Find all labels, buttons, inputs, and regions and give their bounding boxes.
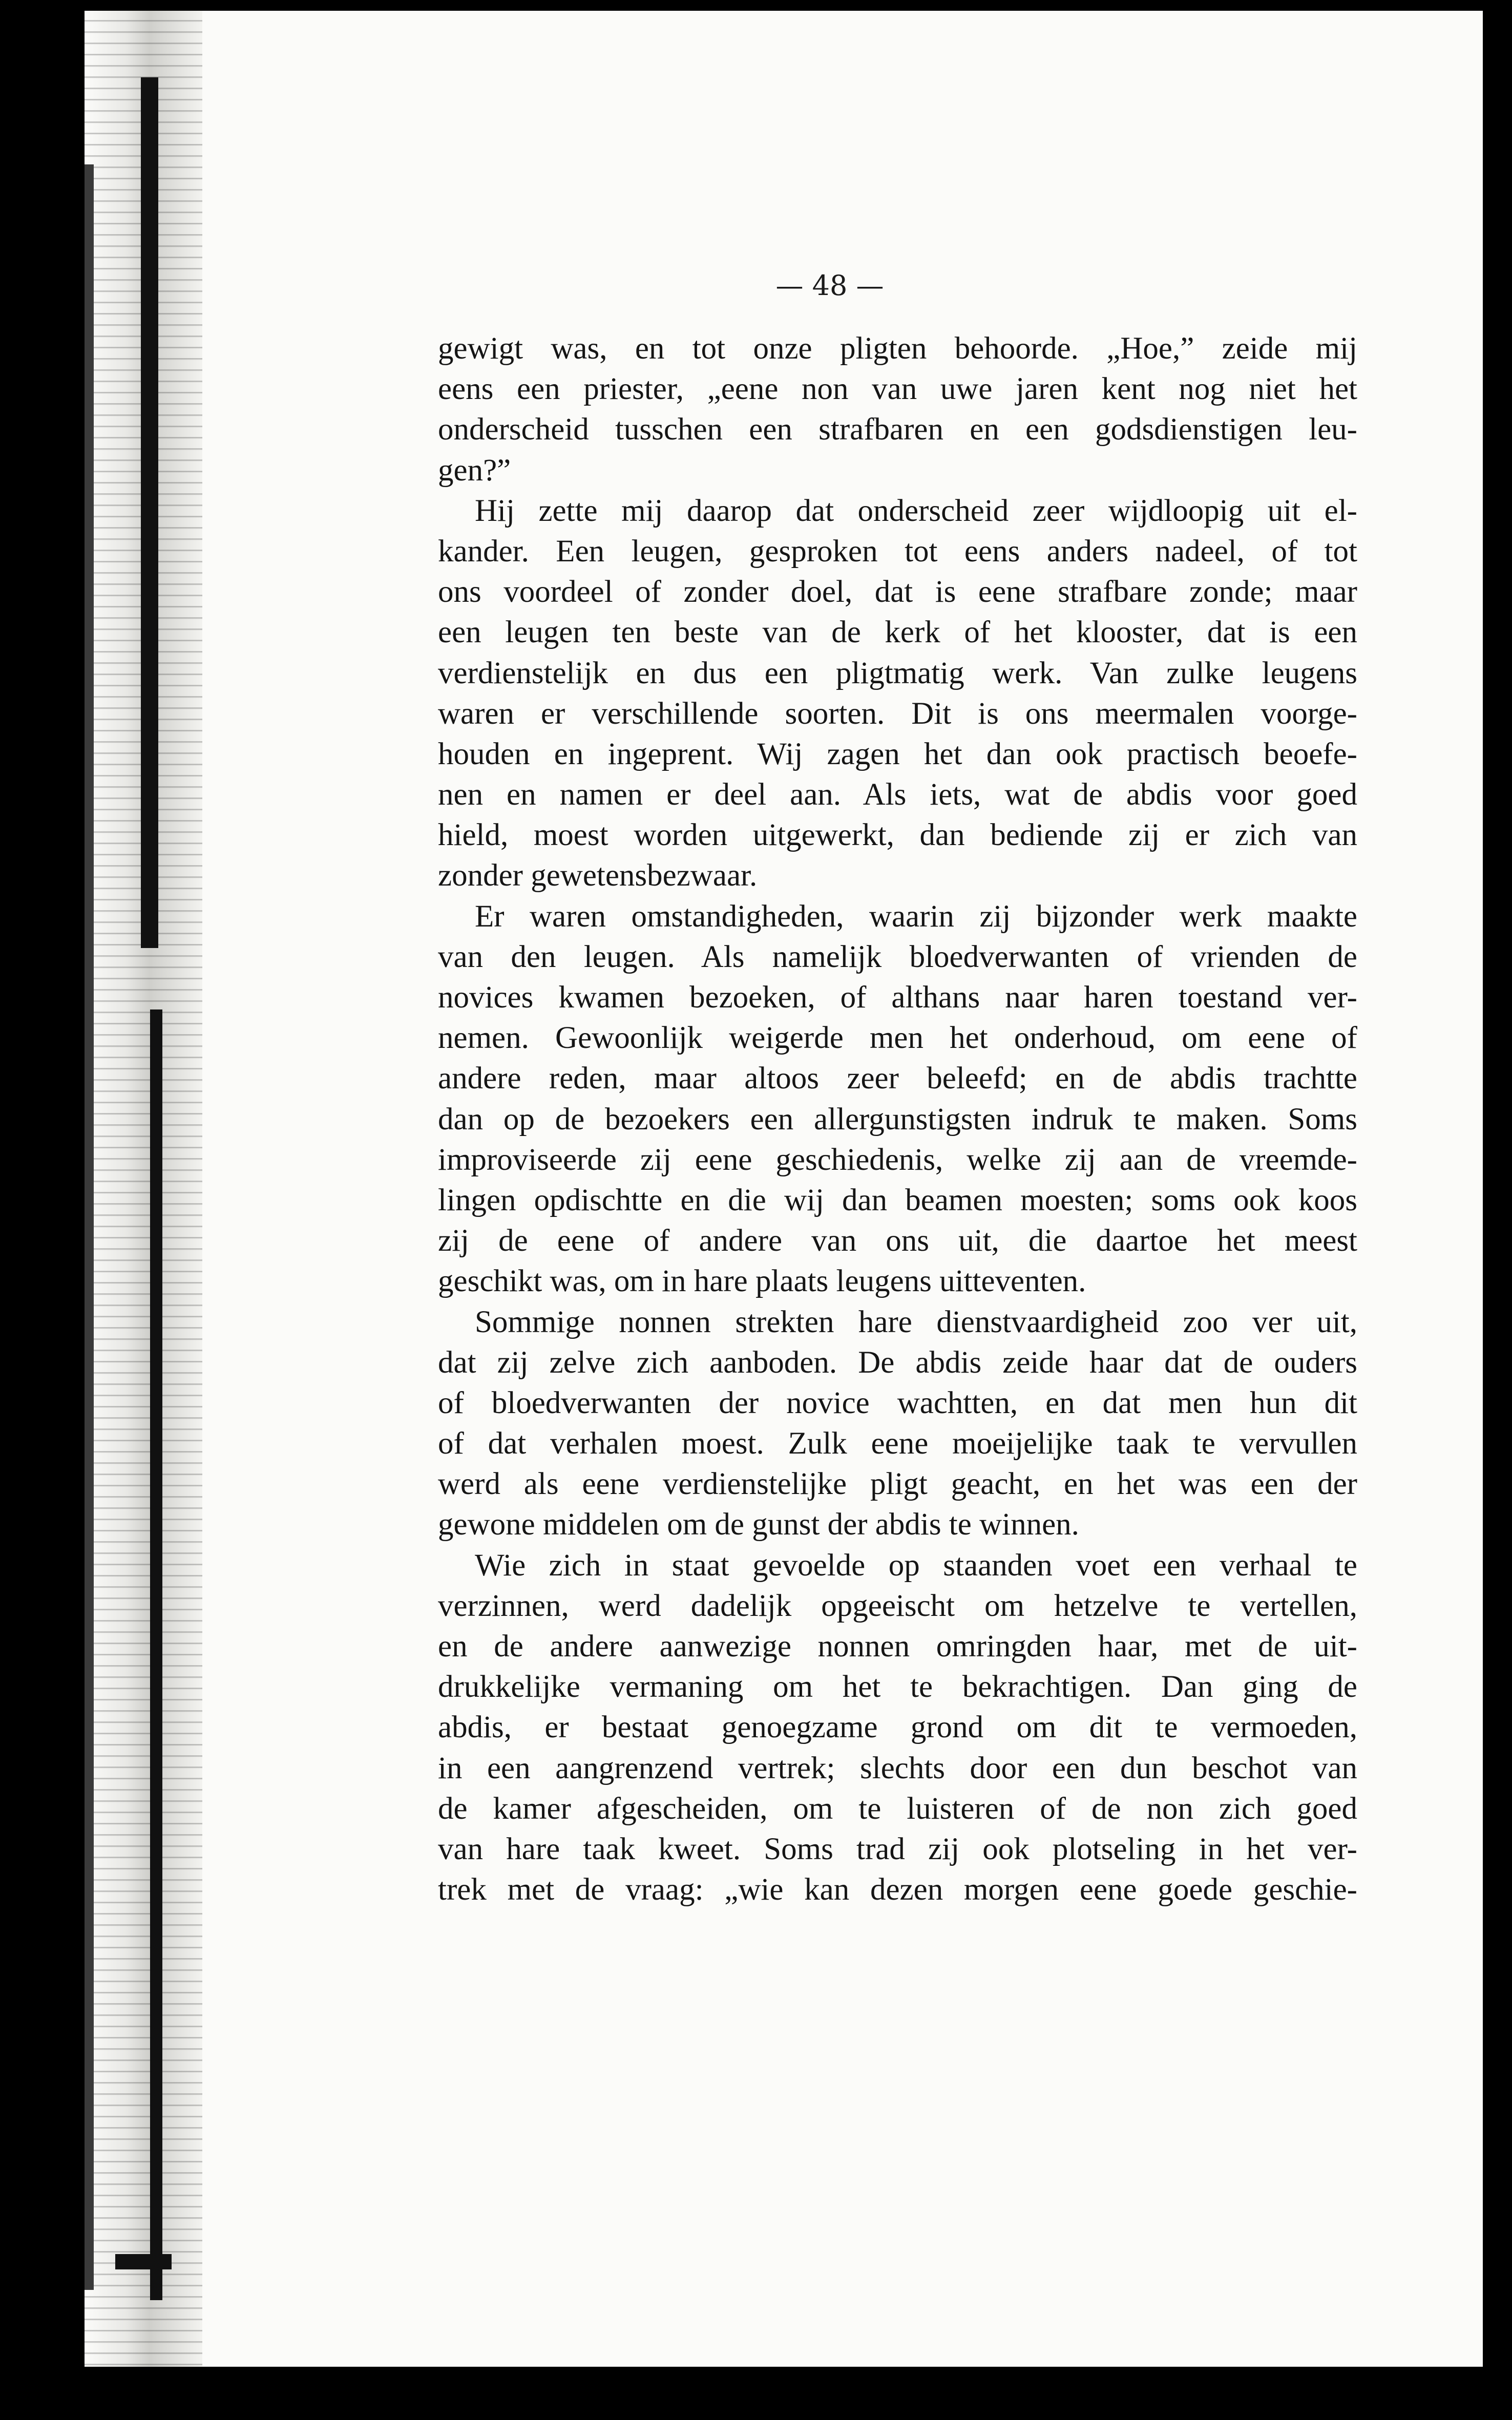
text-line: van hare taak kweet. Soms trad zij ook plotseling in het ver- [438,1832,1357,1866]
text-line: nemen. Gewoonlijk weigerde men het onderhoud, om eene of [438,1021,1357,1056]
text-line: improviseerde zij eene geschiedenis, welke zij aan de vreemde- [438,1142,1357,1177]
page-number: — 48 — [775,269,884,302]
text-line: de kamer afgescheiden, om te luisteren of de non zich goed [438,1791,1357,1826]
text-line: andere reden, maar altoos zeer beleefd; en de abdis trachtte [438,1061,1357,1096]
text-line: gewigt was, en tot onze pligten behoorde. „Hoe,” zeide mij [438,331,1357,366]
text-line: zij de eene of andere van ons uit, die daartoe het meest [438,1224,1357,1258]
text-line: Sommige nonnen strekten hare dienstvaardigheid zoo ver uit, [475,1304,1357,1339]
text-line: eens een priester, „eene non van uwe jaren kent nog niet het [438,372,1357,407]
gutter-mark [141,77,158,948]
gutter-shadow [85,164,94,2290]
text-line: houden en ingeprent. Wij zagen het dan ook practisch beoefe- [438,736,1357,771]
text-line: waren er verschillende soorten. Dit is ons meermalen voorge- [438,696,1357,731]
text-line: geschikt was, om in hare plaats leugens uitteventen. [438,1264,1086,1299]
text-line: ons voordeel of zonder doel, dat is eene strafbare zonde; maar [438,575,1357,609]
text-line: kander. Een leugen, gesproken tot eens anders nadeel, of tot [438,534,1357,569]
gutter-mark [150,1009,162,2300]
text-line: gen?” [438,453,511,488]
text-line: Er waren omstandigheden, waarin zij bijzonder werk maakte [475,899,1357,934]
gutter-mark [115,2254,172,2269]
book-page [85,11,1483,2367]
text-line: gewone middelen om de gunst der abdis te winnen. [438,1507,1079,1542]
binding-gutter [85,11,202,2367]
text-line: nen en namen er deel aan. Als iets, wat de abdis voor goed [438,777,1357,812]
text-line: trek met de vraag: „wie kan dezen morgen eene goede geschie- [438,1872,1357,1907]
text-line: Wie zich in staat gevoelde op staanden voet een verhaal te [475,1548,1357,1583]
text-line: of bloedverwanten der novice wachtten, en dat men hun dit [438,1385,1357,1420]
text-line: dan op de bezoekers een allergunstigsten indruk te maken. Soms [438,1102,1357,1137]
text-line: en de andere aanwezige nonnen omringden haar, met de uit- [438,1629,1357,1664]
text-line: dat zij zelve zich aanboden. De abdis zeide haar dat de ouders [438,1345,1357,1380]
text-line: hield, moest worden uitgewerkt, dan bediende zij er zich van [438,818,1357,853]
text-line: verzinnen, werd dadelijk opgeeischt om hetzelve te vertellen, [438,1588,1357,1623]
text-line: of dat verhalen moest. Zulk eene moeijelijke taak te vervullen [438,1426,1357,1461]
text-line: werd als eene verdienstelijke pligt geacht, en het was een der [438,1467,1357,1502]
text-line: Hij zette mij daarop dat onderscheid zeer wijdloopig uit el- [475,493,1357,528]
text-line: zonder gewetensbezwaar. [438,858,758,893]
text-line: in een aangrenzend vertrek; slechts door een dun beschot van [438,1751,1357,1785]
text-line: verdienstelijk en dus een pligtmatig werk. Van zulke leugens [438,656,1357,690]
text-line: drukkelijke vermaning om het te bekrachtigen. Dan ging de [438,1670,1357,1704]
body-text [438,328,1357,1910]
text-line: lingen opdischtte en die wij dan beamen moesten; soms ook koos [438,1183,1357,1217]
text-line: onderscheid tusschen een strafbaren en een godsdienstigen leu- [438,412,1357,447]
text-line: een leugen ten beste van de kerk of het klooster, dat is een [438,615,1357,650]
text-line: novices kwamen bezoeken, of althans naar haren toestand ver- [438,980,1357,1015]
text-line: van den leugen. Als namelijk bloedverwanten of vrienden de [438,939,1357,974]
text-line: abdis, er bestaat genoegzame grond om dit te vermoeden, [438,1710,1357,1745]
